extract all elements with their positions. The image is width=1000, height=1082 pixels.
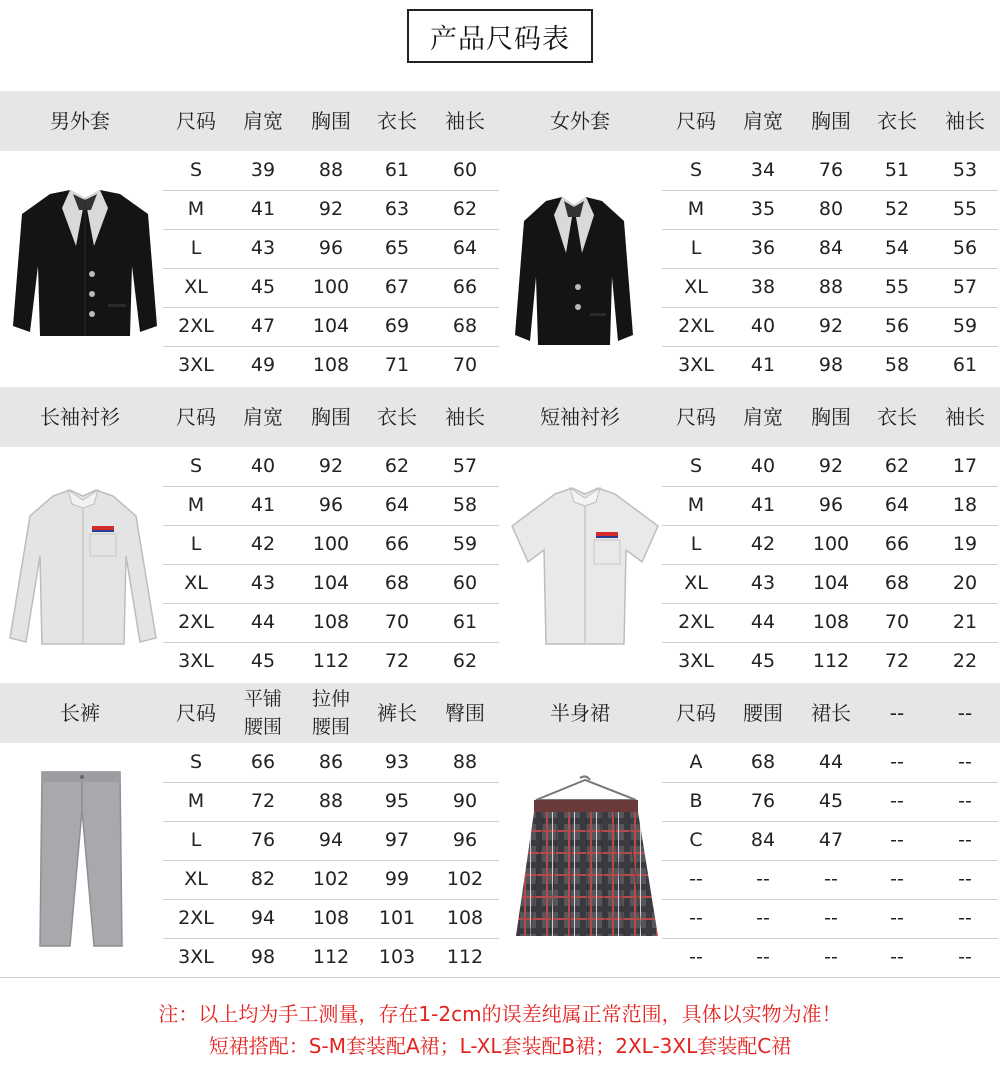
measurement-value: 96	[318, 493, 344, 516]
product-name: 男外套	[50, 108, 110, 133]
size-label: 2XL	[678, 314, 714, 337]
measurement-value: 112	[812, 649, 850, 672]
column-header: 胸围	[811, 404, 851, 429]
measurement-value: --	[890, 750, 904, 773]
measurement-value: 44	[818, 750, 844, 773]
measurement-value: --	[756, 945, 770, 968]
measurement-value: 42	[250, 532, 276, 555]
measurement-value: 38	[750, 275, 776, 298]
column-header: 胸围	[311, 404, 351, 429]
measurement-value: 58	[884, 353, 910, 376]
size-label: 2XL	[178, 314, 214, 337]
size-label: M	[687, 493, 705, 516]
measurement-value: 17	[952, 454, 978, 477]
long-sleeve-shirt-icon	[8, 486, 158, 646]
measurement-value: 59	[952, 314, 978, 337]
measurement-value: 76	[750, 789, 776, 812]
measurement-value: --	[890, 789, 904, 812]
measurement-value: 88	[318, 789, 344, 812]
measurement-value: 45	[818, 789, 844, 812]
men-jacket-icon	[12, 186, 158, 338]
measurement-value: 40	[750, 454, 776, 477]
column-header: 拉伸 腰围	[311, 687, 350, 738]
product-name: 长袖衬衫	[40, 404, 120, 429]
product-name: 半身裙	[550, 700, 610, 725]
measurement-value: 98	[818, 353, 844, 376]
measurement-value: 68	[750, 750, 776, 773]
measurement-value: 108	[312, 610, 350, 633]
measurement-value: 63	[384, 197, 410, 220]
measurement-value: 64	[384, 493, 410, 516]
measurement-value: 41	[250, 493, 276, 516]
measurement-value: 67	[384, 275, 410, 298]
size-label: M	[687, 197, 705, 220]
size-label: 3XL	[678, 353, 714, 376]
measurement-value: 93	[384, 750, 410, 773]
size-label: --	[689, 945, 703, 968]
size-label: S	[689, 158, 703, 181]
size-label: L	[190, 828, 202, 851]
measurement-value: 41	[750, 353, 776, 376]
measurement-value: 104	[812, 571, 850, 594]
measurement-value: 88	[318, 158, 344, 181]
size-label: A	[689, 750, 703, 773]
product-name: 短袖衬衫	[540, 404, 620, 429]
measurement-value: 92	[318, 197, 344, 220]
size-label: L	[690, 532, 702, 555]
measurement-value: 104	[312, 314, 350, 337]
measurement-value: --	[958, 789, 972, 812]
measurement-value: 54	[884, 236, 910, 259]
skirt-matching-note: 短裙搭配：S-M套装配A裙；L-XL套装配B裙；2XL-3XL套装配C裙	[208, 1034, 792, 1058]
measurement-value: 58	[452, 493, 478, 516]
measurement-value: 44	[250, 610, 276, 633]
column-header: 裙长	[811, 700, 851, 725]
measurement-value: 44	[750, 610, 776, 633]
measurement-value: 96	[818, 493, 844, 516]
measurement-value: --	[756, 906, 770, 929]
measurement-value: 66	[250, 750, 276, 773]
measurement-value: 55	[884, 275, 910, 298]
measurement-value: 86	[318, 750, 344, 773]
measurement-value: 92	[818, 454, 844, 477]
measurement-value: 62	[452, 197, 478, 220]
column-header: 袖长	[945, 108, 985, 133]
measurement-value: 82	[250, 867, 276, 890]
measurement-value: 108	[446, 906, 484, 929]
measurement-value: 108	[812, 610, 850, 633]
measurement-value: 47	[250, 314, 276, 337]
measurement-value: 40	[750, 314, 776, 337]
column-header: --	[957, 700, 973, 725]
product-name: 长裤	[60, 700, 100, 725]
measurement-value: 71	[384, 353, 410, 376]
measurement-value: --	[890, 945, 904, 968]
measurement-value: 70	[884, 610, 910, 633]
measurement-value: 20	[952, 571, 978, 594]
measurement-value: 60	[452, 571, 478, 594]
measurement-value: 68	[884, 571, 910, 594]
column-header: 肩宽	[743, 404, 783, 429]
column-header: 衣长	[877, 108, 917, 133]
measurement-value: 52	[884, 197, 910, 220]
measurement-value: 56	[884, 314, 910, 337]
measurement-value: 41	[250, 197, 276, 220]
measurement-value: 53	[952, 158, 978, 181]
column-header: 裤长	[377, 700, 417, 725]
column-header: 尺码	[176, 108, 216, 133]
measurement-value: 92	[318, 454, 344, 477]
measurement-value: 45	[750, 649, 776, 672]
column-header: 袖长	[445, 404, 485, 429]
size-label: L	[190, 236, 202, 259]
measurement-value: --	[756, 867, 770, 890]
measurement-value: 92	[818, 314, 844, 337]
size-label: S	[689, 454, 703, 477]
measurement-value: 39	[250, 158, 276, 181]
measurement-value: 112	[312, 649, 350, 672]
measurement-value: 100	[312, 532, 350, 555]
measurement-value: 76	[818, 158, 844, 181]
measurement-value: --	[958, 750, 972, 773]
measurement-value: --	[824, 906, 838, 929]
size-label: XL	[184, 571, 208, 594]
measurement-value: 68	[384, 571, 410, 594]
measurement-value: 55	[952, 197, 978, 220]
measurement-value: 34	[750, 158, 776, 181]
column-header: 衣长	[877, 404, 917, 429]
measurement-value: 56	[952, 236, 978, 259]
measurement-value: --	[958, 828, 972, 851]
column-header: 胸围	[811, 108, 851, 133]
size-label: S	[189, 750, 203, 773]
size-label: 2XL	[178, 610, 214, 633]
measurement-value: --	[890, 867, 904, 890]
measurement-value: 66	[384, 532, 410, 555]
measurement-value: 108	[312, 353, 350, 376]
measurement-value: 88	[818, 275, 844, 298]
measurement-value: --	[890, 828, 904, 851]
measurement-value: 43	[250, 571, 276, 594]
short-sleeve-shirt-icon	[510, 486, 660, 646]
measurement-value: 40	[250, 454, 276, 477]
size-label: 2XL	[178, 906, 214, 929]
column-header: 尺码	[176, 404, 216, 429]
column-header: 衣长	[377, 108, 417, 133]
measurement-value: 62	[384, 454, 410, 477]
size-label: XL	[184, 867, 208, 890]
size-label: M	[187, 493, 205, 516]
size-label: L	[190, 532, 202, 555]
measurement-value: 36	[750, 236, 776, 259]
column-header: 臀围	[445, 700, 485, 725]
measurement-value: --	[958, 867, 972, 890]
measurement-value: 43	[750, 571, 776, 594]
measurement-value: 101	[378, 906, 416, 929]
measurement-value: 102	[446, 867, 484, 890]
measurement-value: --	[958, 906, 972, 929]
size-label: XL	[684, 275, 708, 298]
measurement-value: --	[890, 906, 904, 929]
column-header: 肩宽	[743, 108, 783, 133]
measurement-value: 84	[750, 828, 776, 851]
measurement-value: 88	[452, 750, 478, 773]
size-label: 3XL	[178, 649, 214, 672]
column-header: 胸围	[311, 108, 351, 133]
measurement-value: 98	[250, 945, 276, 968]
page-title: 产品尺码表	[407, 9, 593, 63]
measurement-note: 注：以上均为手工测量，存在1-2cm的误差纯属正常范围，具体以实物为准！	[158, 1002, 842, 1026]
column-header: 平铺 腰围	[243, 687, 282, 738]
measurement-value: 72	[884, 649, 910, 672]
size-label: B	[689, 789, 703, 812]
measurement-value: --	[824, 945, 838, 968]
measurement-value: 104	[312, 571, 350, 594]
measurement-value: 69	[384, 314, 410, 337]
measurement-value: 70	[452, 353, 478, 376]
column-header: 肩宽	[243, 108, 283, 133]
measurement-value: 35	[750, 197, 776, 220]
size-label: 2XL	[678, 610, 714, 633]
measurement-value: 61	[384, 158, 410, 181]
measurement-value: 100	[812, 532, 850, 555]
measurement-value: 72	[250, 789, 276, 812]
size-label: L	[690, 236, 702, 259]
measurement-value: 61	[952, 353, 978, 376]
measurement-value: 112	[312, 945, 350, 968]
measurement-value: 90	[452, 789, 478, 812]
measurement-value: 60	[452, 158, 478, 181]
measurement-value: 97	[384, 828, 410, 851]
measurement-value: 62	[452, 649, 478, 672]
size-label: XL	[684, 571, 708, 594]
measurement-value: 57	[952, 275, 978, 298]
measurement-value: 94	[318, 828, 344, 851]
size-label: S	[189, 158, 203, 181]
measurement-value: 100	[312, 275, 350, 298]
size-label: XL	[184, 275, 208, 298]
size-label: 3XL	[178, 945, 214, 968]
measurement-value: 80	[818, 197, 844, 220]
measurement-value: 64	[452, 236, 478, 259]
measurement-value: 49	[250, 353, 276, 376]
measurement-value: 18	[952, 493, 978, 516]
measurement-value: 57	[452, 454, 478, 477]
measurement-value: 51	[884, 158, 910, 181]
measurement-value: 66	[884, 532, 910, 555]
measurement-value: 70	[384, 610, 410, 633]
measurement-value: 95	[384, 789, 410, 812]
size-label: 3XL	[678, 649, 714, 672]
measurement-value: --	[824, 867, 838, 890]
measurement-value: 84	[818, 236, 844, 259]
column-header: --	[889, 700, 905, 725]
measurement-value: 68	[452, 314, 478, 337]
measurement-value: 94	[250, 906, 276, 929]
measurement-value: 96	[452, 828, 478, 851]
column-header: 腰围	[743, 700, 783, 725]
size-label: M	[187, 789, 205, 812]
measurement-value: 45	[250, 275, 276, 298]
column-header: 尺码	[676, 108, 716, 133]
size-label: --	[689, 906, 703, 929]
column-header: 衣长	[377, 404, 417, 429]
table-bottom-divider	[0, 977, 1000, 978]
size-label: C	[689, 828, 703, 851]
product-name: 女外套	[550, 108, 610, 133]
measurement-value: 108	[312, 906, 350, 929]
measurement-value: 45	[250, 649, 276, 672]
measurement-value: 112	[446, 945, 484, 968]
measurement-value: 103	[378, 945, 416, 968]
column-header: 袖长	[945, 404, 985, 429]
women-jacket-icon	[514, 195, 634, 347]
measurement-value: 43	[250, 236, 276, 259]
size-label: 3XL	[178, 353, 214, 376]
column-header: 肩宽	[243, 404, 283, 429]
measurement-value: 21	[952, 610, 978, 633]
size-label: M	[187, 197, 205, 220]
measurement-value: 47	[818, 828, 844, 851]
measurement-value: 102	[312, 867, 350, 890]
measurement-value: 61	[452, 610, 478, 633]
trousers-icon	[38, 770, 124, 948]
measurement-value: 59	[452, 532, 478, 555]
measurement-value: 62	[884, 454, 910, 477]
column-header: 尺码	[176, 700, 216, 725]
measurement-value: 76	[250, 828, 276, 851]
measurement-value: 65	[384, 236, 410, 259]
size-label: S	[189, 454, 203, 477]
column-header: 尺码	[676, 700, 716, 725]
size-label: --	[689, 867, 703, 890]
measurement-value: 64	[884, 493, 910, 516]
measurement-value: 66	[452, 275, 478, 298]
measurement-value: 72	[384, 649, 410, 672]
measurement-value: 96	[318, 236, 344, 259]
measurement-value: 19	[952, 532, 978, 555]
measurement-value: 41	[750, 493, 776, 516]
column-header: 尺码	[676, 404, 716, 429]
measurement-value: 99	[384, 867, 410, 890]
measurement-value: 22	[952, 649, 978, 672]
column-header: 袖长	[445, 108, 485, 133]
plaid-skirt-icon	[514, 774, 660, 942]
measurement-value: --	[958, 945, 972, 968]
measurement-value: 42	[750, 532, 776, 555]
